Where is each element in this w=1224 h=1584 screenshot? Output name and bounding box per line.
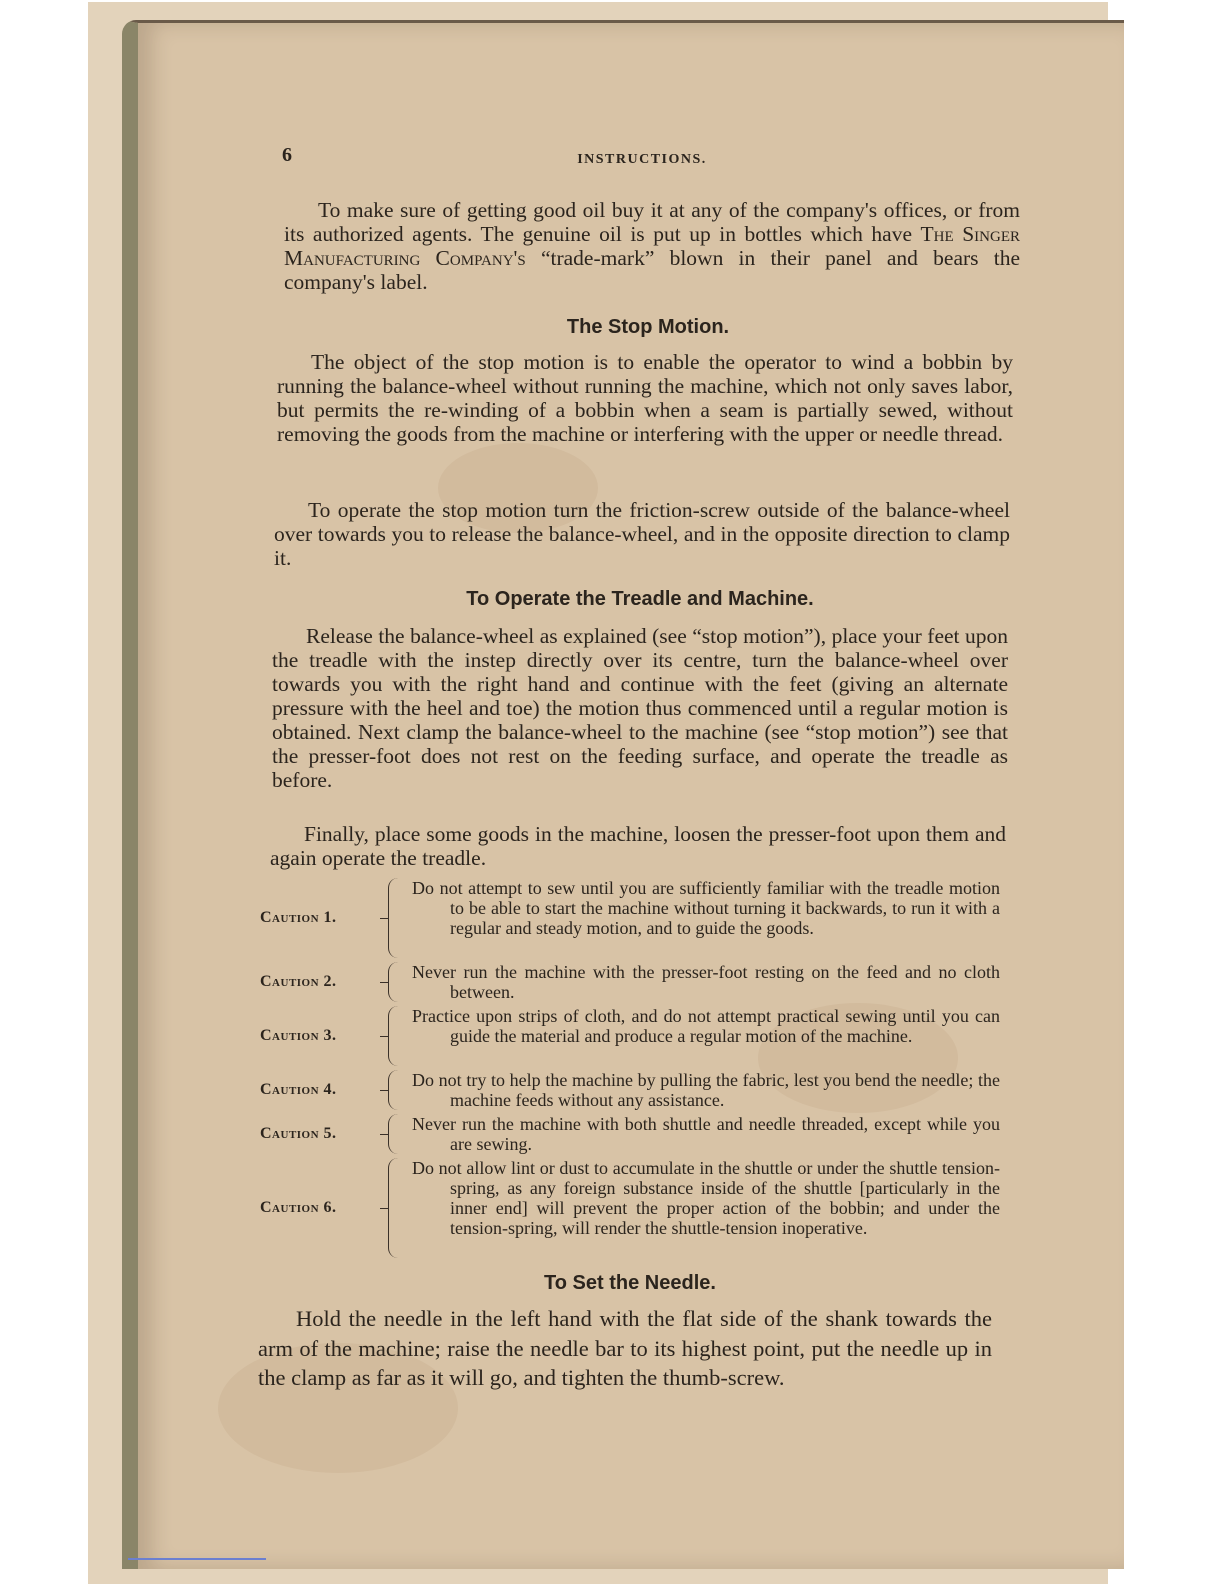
brace-icon <box>388 1114 401 1154</box>
caution-3-label: Caution 3. <box>260 1027 337 1044</box>
oil-paragraph <box>284 198 1020 294</box>
caution-6 <box>260 1158 1000 1258</box>
stop-motion-paragraph-1: The object of the stop motion is to enable the operator to wind a bobbin by running the balance-wheel without running the machine, which not only saves labor, but permits the re-winding of a bobbin when a seam is partially sewed, without removing the goods from the machine or interfering with the upper or needle thread. <box>277 350 1013 446</box>
caution-1 <box>260 878 1000 958</box>
company-name: The Singer Manufacturing Company's <box>284 222 1020 270</box>
caution-3 <box>260 1006 1000 1066</box>
caution-2-text: Never run the machine with the presser-foot resting on the feed and no cloth between. <box>412 962 1000 1002</box>
caution-1-text: Do not attempt to sew until you are sufficiently familiar with the treadle motion to be able to start the machine without turning it backwards, to run it with a regular and steady motion, and to guide the goods. <box>412 878 1000 938</box>
oil-paragraph-text-2: “trade-mark” blown in their panel and bears the company's label. <box>284 246 1020 294</box>
caution-6-label: Caution 6. <box>260 1199 337 1216</box>
underline-mark <box>128 1558 266 1560</box>
caution-1-label: Caution 1. <box>260 909 337 926</box>
page-header <box>282 144 1002 174</box>
caution-4 <box>260 1070 1000 1110</box>
page-number: 6 <box>282 144 292 166</box>
caution-6-text: Do not allow lint or dust to accumulate in the shuttle or under the shuttle tension-spring, as any foreign substance inside of the shuttle [particularly in the inner end] will prevent the proper action of the bobbin; and under the tension-spring, will render the shuttle-tension inoperative. <box>412 1158 1000 1238</box>
treadle-paragraph-1: Release the balance-wheel as explained (see “stop motion”), place your feet upon the treadle with the instep directly over its centre, turn the balance-wheel over towards you with the right hand and continue with the feet (giving an alternate pressure with the heel and toe) the motion thus commenced until a regular motion is obtained. Next clamp the balance-wheel to the machine (see “stop motion”) see that the presser-foot does not rest on the feeding surface, and operate the treadle as before. <box>272 624 1008 792</box>
brace-icon <box>388 962 401 1002</box>
treadle-paragraph-2: Finally, place some goods in the machine, loosen the presser-foot upon them and again operate the treadle. <box>270 822 1006 870</box>
caution-4-text: Do not try to help the machine by pulling the fabric, lest you bend the needle; the machine feeds without any assistance. <box>412 1070 1000 1110</box>
caution-5-label: Caution 5. <box>260 1125 337 1142</box>
brace-icon <box>388 1006 401 1066</box>
heading-treadle: To Operate the Treadle and Machine. <box>466 588 814 610</box>
caution-4-label: Caution 4. <box>260 1081 337 1098</box>
heading-set-needle: To Set the Needle. <box>544 1272 716 1294</box>
caution-5-text: Never run the machine with both shuttle and needle threaded, except while you are sewing. <box>412 1114 1000 1154</box>
stop-motion-paragraph-2: To operate the stop motion turn the friction-screw outside of the balance-wheel over towards you to release the balance-wheel, and in the opposite direction to clamp it. <box>274 498 1010 570</box>
brace-icon <box>388 1158 401 1258</box>
running-head: INSTRUCTIONS. <box>577 152 707 167</box>
oil-paragraph-text-1: To make sure of getting good oil buy it at any of the company's offices, or from its authorized agents. The genuine oil is put up in bottles which have <box>284 198 1020 246</box>
heading-stop-motion: The Stop Motion. <box>566 316 730 338</box>
caution-3-text: Practice upon strips of cloth, and do not attempt practical sewing until you can guide the material and produce a regular motion of the machine. <box>412 1006 1000 1046</box>
needle-paragraph: Hold the needle in the left hand with the flat side of the shank towards the arm of the machine; raise the needle bar to its highest point, put the needle up in the clamp as far as it will go, and tighten the thumb-screw. <box>258 1306 992 1390</box>
caution-5 <box>260 1114 1000 1154</box>
brace-icon <box>388 1070 401 1110</box>
caution-2 <box>260 962 1000 1002</box>
caution-2-label: Caution 2. <box>260 973 337 990</box>
brace-icon <box>388 878 401 958</box>
